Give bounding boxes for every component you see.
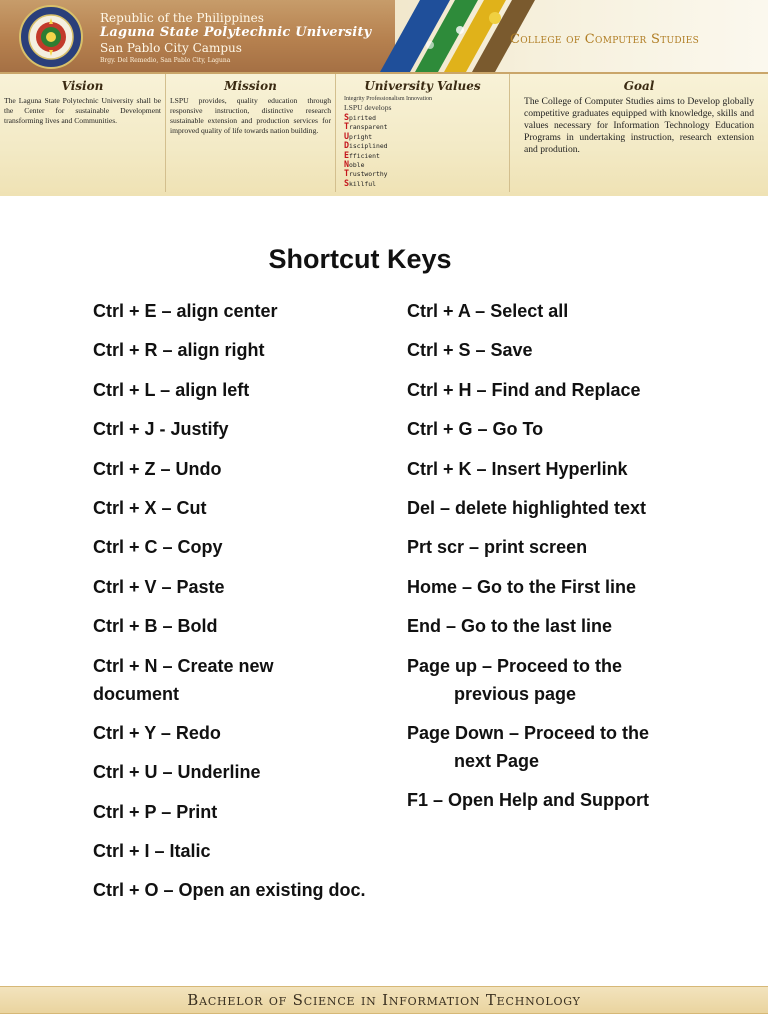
acrostic-rest: isciplined (349, 142, 388, 151)
shortcut-text: Ctrl + B – Bold (93, 616, 218, 637)
acrostic-rest: fficient (349, 151, 380, 160)
acrostic-initial: E (344, 149, 350, 160)
shortcut-item (93, 612, 393, 640)
acrostic-item (344, 122, 505, 131)
shortcut-text-continued: previous page (454, 683, 577, 704)
republic-label: Republic of the Philippines (100, 11, 264, 25)
shortcut-text: Ctrl + R – align right (93, 340, 265, 361)
university-seal-icon (8, 4, 94, 70)
college-name: College of Computer Studies (510, 32, 700, 47)
vision-text: The Laguna State Polytechnic University shall be the Center for sustainable Development transforming lives and Communities. (4, 96, 161, 125)
acrostic-rest: pirited (349, 114, 376, 122)
acrostic-rest: oble (349, 161, 365, 170)
shortcut-text-continued: document (93, 683, 180, 704)
goal-title: Goal (623, 79, 655, 93)
shortcut-item (407, 494, 707, 522)
acrostic-initial: D (344, 140, 350, 151)
shortcut-text: Home – Go to the First line (407, 576, 637, 597)
left-shortcut-list (93, 297, 393, 916)
values-develops: LSPU develops (344, 103, 392, 112)
shortcut-text: Page Down – Proceed to the (407, 722, 650, 743)
shortcut-text-continued: next Page (454, 750, 540, 771)
shortcut-text: F1 – Open Help and Support (407, 790, 650, 811)
acrostic-item (344, 160, 505, 169)
shortcut-item (407, 719, 707, 775)
shortcut-item (93, 533, 393, 561)
shortcut-text: Ctrl + J - Justify (93, 419, 229, 440)
values-title: University Values (364, 79, 481, 93)
shortcut-text: Ctrl + N – Create new (93, 655, 274, 676)
shortcut-item (93, 758, 393, 786)
goal-text: The College of Computer Studies aims to Develop globally competitive graduates equipped with knowledge, skills and values necessary for Information Technology Education Programs in undertaking instruction, research extension and prodution. (524, 96, 754, 155)
shortcut-text: Ctrl + X – Cut (93, 497, 207, 518)
shortcut-item (93, 494, 393, 522)
shortcut-item (407, 455, 707, 483)
campus-name: San Pablo City Campus (100, 41, 242, 55)
acrostic-item (344, 151, 505, 160)
shortcut-item (407, 336, 707, 364)
mission-section (166, 74, 336, 192)
shortcut-item (407, 297, 707, 325)
acrostic-item (344, 132, 505, 141)
acrostic-initial: U (344, 130, 350, 141)
acrostic-initial: T (344, 121, 350, 132)
vision-title: Vision (61, 79, 104, 93)
shortcut-text: Ctrl + V – Paste (93, 576, 225, 597)
mission-title: Mission (224, 79, 277, 93)
footer-banner (0, 986, 768, 1014)
shortcut-text: Ctrl + H – Find and Replace (407, 379, 641, 400)
shortcut-item (93, 415, 393, 443)
shortcut-item (93, 719, 393, 747)
acrostic-item (344, 141, 505, 150)
values-acrostic (344, 113, 505, 188)
acrostic-rest: ransparent (349, 123, 388, 132)
shortcut-item (407, 573, 707, 601)
acrostic-rest: killful (349, 179, 376, 188)
values-section (336, 74, 510, 192)
shortcut-text: Ctrl + S – Save (407, 340, 533, 361)
campus-address: Brgy. Del Remedio, San Pablo City, Laguna (100, 57, 231, 64)
acrostic-item (344, 113, 505, 122)
university-name: Laguna State Polytechnic University (100, 25, 372, 40)
shortcut-item (407, 415, 707, 443)
acrostic-initial: S (344, 177, 350, 188)
shortcut-text: Ctrl + Z – Undo (93, 458, 222, 479)
shortcut-item (93, 376, 393, 404)
acrostic-item (344, 169, 505, 178)
acrostic-initial: N (344, 159, 350, 170)
mission-text: LSPU provides, quality education through responsive instruction, distinctive research sustainable extension and production services for improved quality of life towards nation building. (170, 96, 331, 135)
shortcut-text: Del – delete highlighted text (407, 497, 647, 518)
header-info-panel (0, 72, 768, 196)
shortcut-text: Ctrl + C – Copy (93, 537, 223, 558)
shortcut-item (93, 798, 393, 826)
values-subtitle: Integrity Professionalism Innovation (344, 96, 432, 102)
shortcut-item (407, 612, 707, 640)
acrostic-initial: T (344, 168, 350, 179)
header-banner (0, 0, 768, 72)
shortcut-item (93, 336, 393, 364)
shortcut-text: Ctrl + Y – Redo (93, 722, 221, 743)
shortcut-text: Ctrl + U – Underline (93, 762, 261, 783)
shortcut-item (93, 652, 393, 708)
shortcut-text: Ctrl + E – align center (93, 301, 278, 321)
page-title: Shortcut Keys (268, 244, 452, 274)
shortcut-text: Ctrl + A – Select all (407, 301, 569, 321)
shortcut-item (93, 297, 393, 325)
shortcut-item (407, 376, 707, 404)
shortcut-item (93, 837, 393, 865)
acrostic-rest: pright (349, 132, 373, 141)
shortcut-item (93, 876, 393, 904)
shortcut-text: Page up – Proceed to the (407, 655, 623, 676)
shortcut-text: Ctrl + O – Open an existing doc. (93, 880, 366, 901)
shortcut-item (407, 786, 707, 814)
footer-program: Bachelor of Science in Information Technology (187, 991, 581, 1009)
shortcut-text: Ctrl + G – Go To (407, 419, 544, 440)
shortcut-item (407, 652, 707, 708)
shortcut-text: Ctrl + L – align left (93, 379, 250, 400)
shortcut-item (93, 455, 393, 483)
shortcut-text: Prt scr – print screen (407, 537, 588, 558)
shortcut-text: Ctrl + I – Italic (93, 841, 211, 862)
shortcut-item (93, 573, 393, 601)
acrostic-rest: rustworthy (349, 170, 388, 179)
goal-section (510, 74, 768, 192)
shortcut-item (407, 533, 707, 561)
shortcut-text: Ctrl + K – Insert Hyperlink (407, 458, 628, 479)
shortcut-text: End – Go to the last line (407, 616, 613, 637)
acrostic-item (344, 179, 505, 188)
shortcut-text: Ctrl + P – Print (93, 801, 218, 822)
vision-section (0, 74, 166, 192)
acrostic-initial: S (344, 112, 350, 122)
right-shortcut-list (407, 297, 707, 826)
